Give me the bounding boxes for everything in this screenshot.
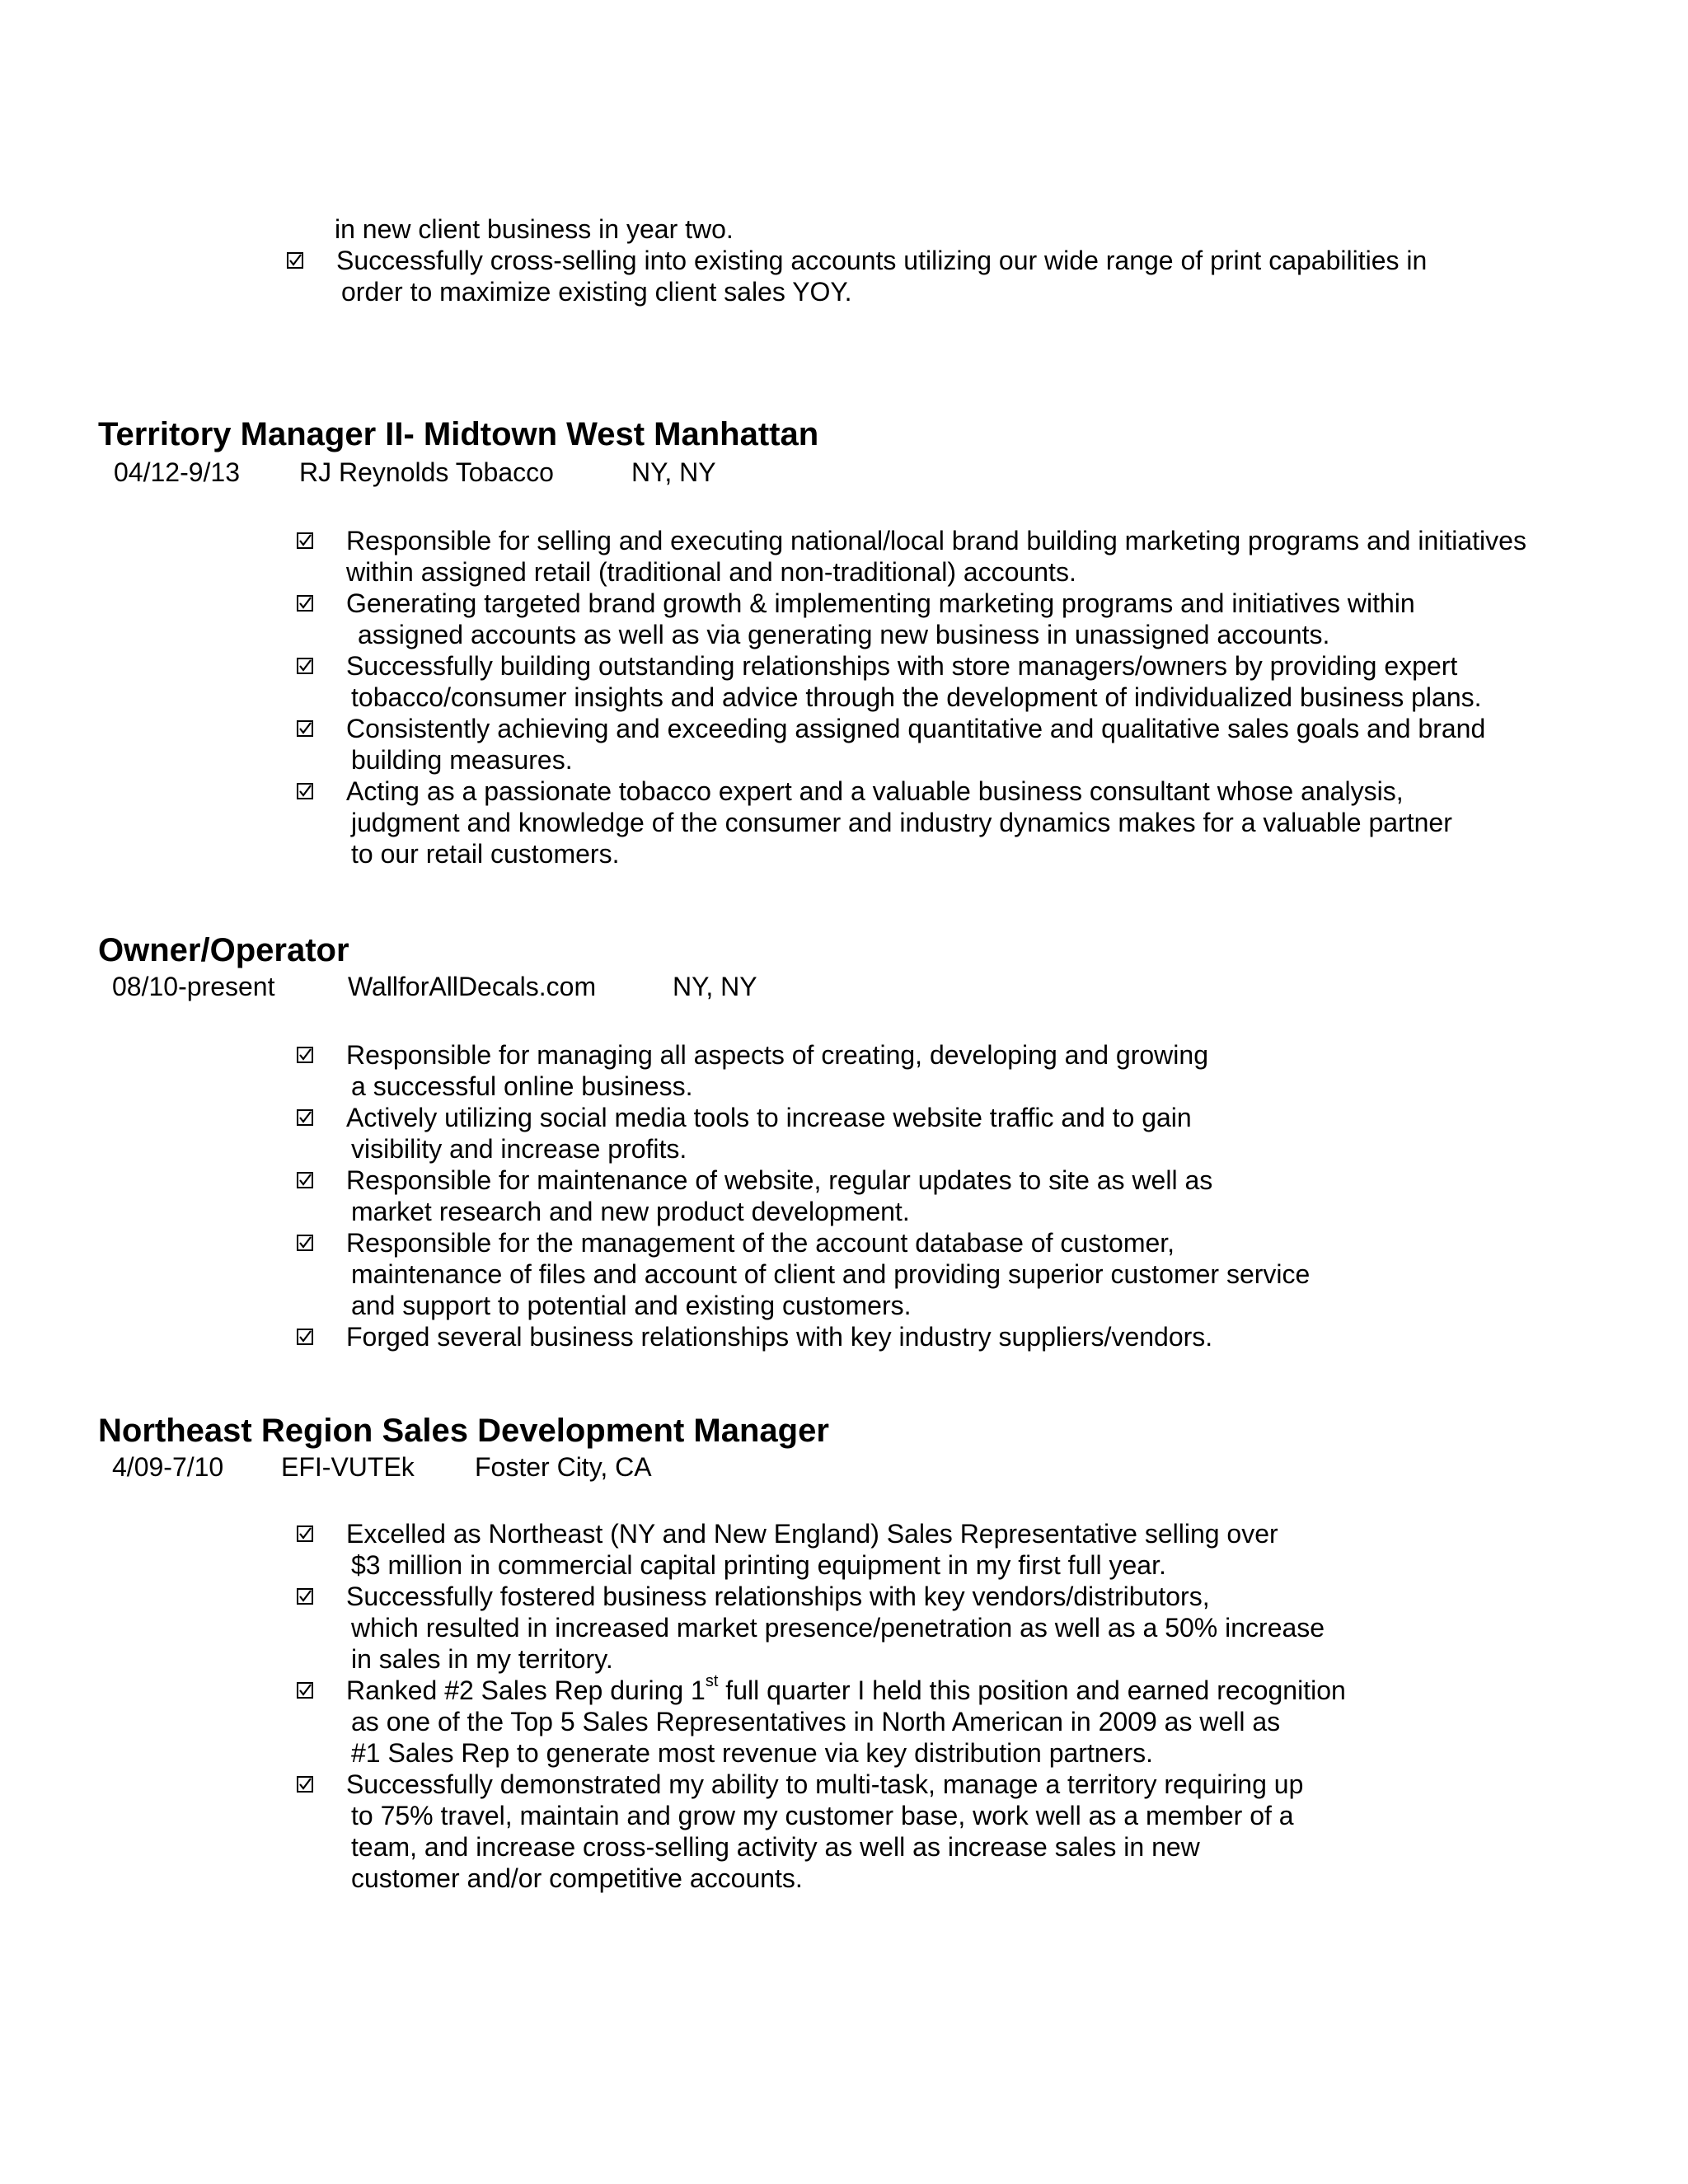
bullet-item — [297, 1227, 1310, 1321]
bullet-item — [297, 1102, 1310, 1165]
job-company: RJ Reynolds Tobacco — [299, 457, 554, 487]
checkbox-icon — [297, 1109, 313, 1126]
job-dates: 08/10-present — [112, 972, 275, 1001]
bullet-item — [297, 1165, 1310, 1227]
job-bullets — [297, 1518, 1346, 1894]
bullet-item — [297, 1039, 1310, 1102]
bullet-line: Successfully fostered business relationships with key vendors/distributors, — [346, 1582, 1210, 1611]
bullet-line: in sales in my territory. — [351, 1644, 613, 1674]
bullet-line: maintenance of files and account of client and providing superior customer service — [351, 1259, 1311, 1289]
checkbox-icon — [297, 1588, 313, 1605]
job-meta — [114, 457, 856, 488]
bullet-line: Successfully cross-selling into existing accounts utilizing our wide range of print capabilities in — [336, 246, 1428, 275]
bullet-item — [297, 1672, 1346, 1769]
job-location: NY, NY — [631, 457, 716, 487]
bullet-line: Responsible for maintenance of website, regular updates to site as well as — [346, 1165, 1213, 1195]
bullet-line: visibility and increase profits. — [351, 1134, 687, 1164]
checkbox-icon — [297, 532, 313, 549]
checkbox-icon — [297, 720, 313, 737]
bullet-line: Responsible for selling and executing national/local brand building marketing programs and initiatives — [346, 526, 1526, 555]
bullet-line: team, and increase cross-selling activity as well as increase sales in new — [351, 1832, 1200, 1862]
job-meta — [112, 971, 854, 1002]
checkbox-icon — [297, 1047, 313, 1063]
bullet-item — [297, 588, 1526, 650]
bullet-line: building measures. — [351, 745, 573, 775]
checkbox-icon — [297, 1526, 313, 1542]
checkbox-icon — [297, 1329, 313, 1345]
bullet-line: tobacco/consumer insights and advice through the development of individualized business plans. — [351, 682, 1482, 712]
bullet-item — [297, 1321, 1310, 1352]
bullet-line: Actively utilizing social media tools to increase website traffic and to gain — [346, 1103, 1192, 1132]
bullet-line: Consistently achieving and exceeding assigned quantitative and qualitative sales goals and brand — [346, 714, 1486, 743]
job-bullets — [297, 525, 1526, 869]
ranked-line-start: Ranked #2 Sales Rep during 1 — [346, 1675, 706, 1705]
continuation-first-line: in new client business in year two. — [335, 214, 734, 244]
bullet-line: order to maximize existing client sales YOY. — [341, 277, 852, 307]
bullet-line: Acting as a passionate tobacco expert and a valuable business consultant whose analysis, — [346, 776, 1404, 806]
job-location: Foster City, CA — [475, 1452, 652, 1482]
job-meta — [112, 1451, 854, 1483]
bullet-line: Successfully building outstanding relationships with store managers/owners by providing expert — [346, 651, 1458, 681]
bullet-line: which resulted in increased market presence/penetration as well as a 50% increase — [351, 1613, 1325, 1643]
job-title: Territory Manager II- Midtown West Manhattan — [98, 416, 819, 452]
bullet-line: and support to potential and existing customers. — [351, 1291, 912, 1320]
bullet-line: as one of the Top 5 Sales Representatives in North American in 2009 as well as — [351, 1707, 1281, 1736]
checkbox-icon — [297, 1682, 313, 1699]
checkbox-icon — [287, 252, 303, 269]
bullet-line: Responsible for managing all aspects of creating, developing and growing — [346, 1040, 1208, 1070]
bullet-line: customer and/or competitive accounts. — [351, 1863, 803, 1893]
checkbox-icon — [297, 1776, 313, 1793]
bullet-line: judgment and knowledge of the consumer and industry dynamics makes for a valuable partner — [351, 808, 1452, 837]
bullet-item — [297, 1769, 1346, 1894]
bullet-line: to 75% travel, maintain and grow my customer base, work well as a member of a — [351, 1801, 1294, 1830]
bullet-item — [297, 525, 1526, 588]
job-title: Owner/Operator — [98, 932, 349, 968]
bullet-line: to our retail customers. — [351, 839, 620, 869]
bullet-item — [297, 713, 1526, 776]
job-dates: 04/12-9/13 — [114, 457, 241, 487]
bullet-line: a successful online business. — [351, 1071, 693, 1101]
bullet-line: within assigned retail (traditional and non-traditional) accounts. — [346, 557, 1076, 587]
ordinal-suffix: st — [705, 1672, 719, 1691]
checkbox-icon — [297, 1172, 313, 1188]
bullet-line — [346, 1672, 1346, 1706]
continuation-block — [287, 213, 1427, 307]
bullet-item — [297, 1581, 1346, 1675]
job-company: WallforAllDecals.com — [348, 972, 597, 1001]
bullet-line: $3 million in commercial capital printing equipment in my first full year. — [351, 1550, 1166, 1580]
checkbox-icon — [297, 1235, 313, 1251]
bullet-line: Generating targeted brand growth & implementing marketing programs and initiatives within — [346, 588, 1415, 618]
bullet-line: market research and new product development. — [351, 1197, 910, 1226]
checkbox-icon — [297, 658, 313, 674]
bullet-line: assigned accounts as well as via generating new business in unassigned accounts. — [358, 620, 1330, 649]
checkbox-icon — [297, 595, 313, 612]
bullet-item — [297, 776, 1526, 869]
checkbox-icon — [297, 783, 313, 799]
job-dates: 4/09-7/10 — [112, 1452, 224, 1482]
job-location: NY, NY — [673, 972, 757, 1001]
bullet-line: Responsible for the management of the account database of customer, — [346, 1228, 1175, 1258]
bullet-line: #1 Sales Rep to generate most revenue via key distribution partners. — [351, 1738, 1153, 1768]
bullet-item — [297, 1518, 1346, 1581]
bullet-line: Successfully demonstrated my ability to multi-task, manage a territory requiring up — [346, 1769, 1304, 1799]
bullet-line: Excelled as Northeast (NY and New England) Sales Representative selling over — [346, 1519, 1278, 1549]
job-title: Northeast Region Sales Development Manager — [98, 1413, 829, 1449]
continuation-bullet — [287, 245, 1427, 307]
job-company: EFI-VUTEk — [281, 1452, 415, 1482]
ranked-line-end: full quarter I held this position and earned recognition — [718, 1675, 1346, 1705]
bullet-item — [297, 650, 1526, 713]
bullet-line: Forged several business relationships with key industry suppliers/vendors. — [346, 1322, 1213, 1352]
job-bullets — [297, 1039, 1310, 1352]
